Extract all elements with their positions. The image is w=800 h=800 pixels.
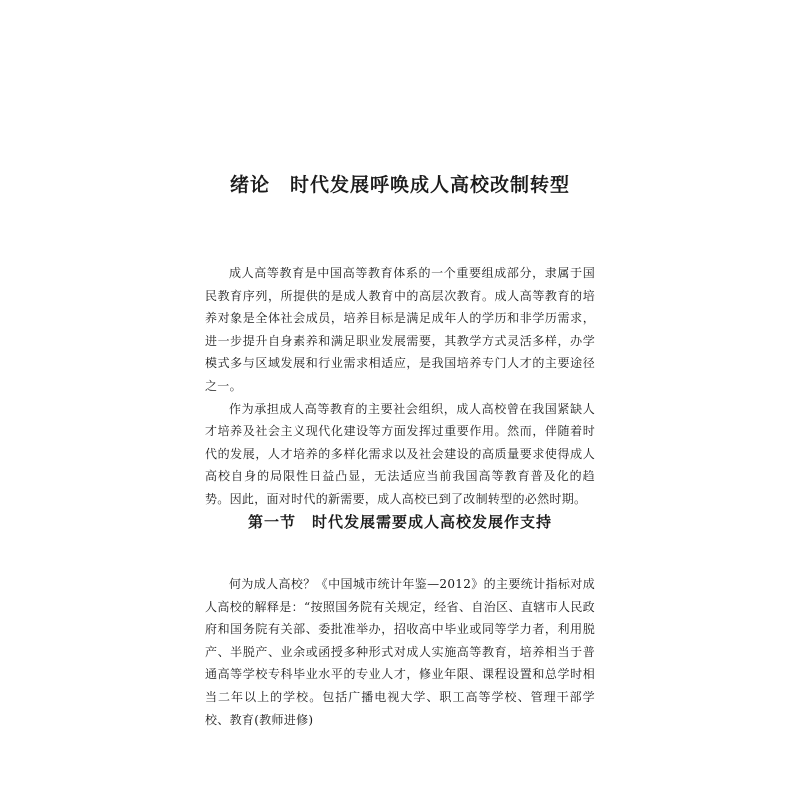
section-title: 第一节 时代发展需要成人高校发展作支持 xyxy=(247,513,552,531)
intro-paragraph-1: 成人高等教育是中国高等教育体系的一个重要组成部分，隶属于国民教育序列，所提供的是成人教育中的高层次教育。成人高等教育的培养对象是全体社会成员，培养目标是满足成年人的学历和非学历需求，进一步提升自身素养和满足职业发展需要，其教学方式灵活多样，办学模式多与区域发展和行业需求相适应，是我国培养专门人才的主要途径之一。 xyxy=(205,266,595,393)
intro-paragraph-2: 作为承担成人高等教育的主要社会组织，成人高校曾在我国紧缺人才培养及社会主义现代化建设等方面发挥过重要作用。然而，伴随着时代的发展，人才培养的多样化需求以及社会建设的高质量要求使得成人高校自身的局限性日益凸显，无法适应当前我国高等教育普及化的趋势。因此，面对时代的新需要，成人高校已到了改制转型的必然时期。 xyxy=(205,401,595,506)
book-page xyxy=(205,0,595,800)
chapter-title: 绪论 时代发展呼唤成人高校改制转型 xyxy=(229,174,570,196)
section-paragraph-1: 何为成人高校？《中国城市统计年鉴—2012》的主要统计指标对成人高校的解释是：“按照国务院有关规定，经省、自治区、直辖市人民政府和国务院有关部、委批准举办，招收高中毕业或同等学力者，利用脱产、半脱产、业余或函授多种形式对成人实施高等教育，培养相当于普通高等学校专科毕业水平的专业人才，修业年限、课程设置和总学时相当二年以上的学校。包括广播电视大学、职工高等学校、管理干部学校、教育(教师进修) xyxy=(205,577,595,727)
section-text xyxy=(205,573,595,731)
intro-text xyxy=(205,262,595,511)
